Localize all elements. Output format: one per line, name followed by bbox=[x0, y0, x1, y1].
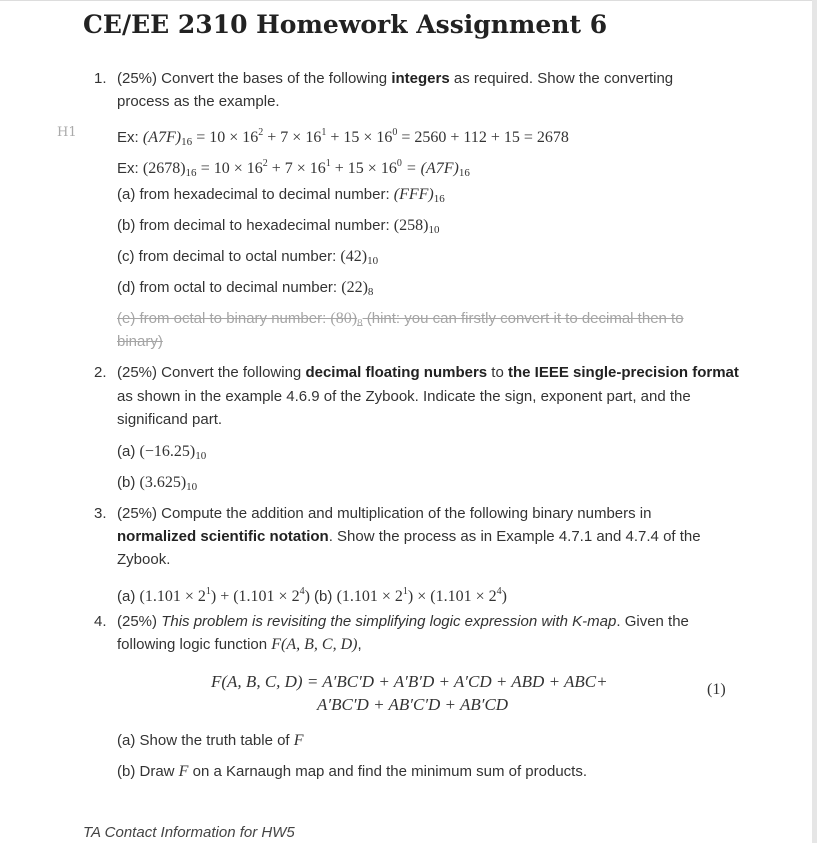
q2-number: 2. bbox=[94, 364, 107, 381]
q1-part-d: (d) from octal to decimal number: $(22)_8$ bbox=[117, 279, 374, 298]
q2-line2: as shown in the example 4.6.9 of the Zybook. Indicate the sign, exponent part, and the bbox=[117, 388, 691, 405]
q4-part-b: (b) Draw F on a Karnaugh map and find the minimum sum of products. bbox=[117, 763, 588, 780]
q2-line3: significand part. bbox=[117, 411, 223, 428]
q2-part-b: (b) $(3.625)_{10}$ bbox=[117, 474, 198, 493]
q1-example-1: Ex: $(A7F)_{16} = 10 \times 16^2 + 7 \times 16^1 + 15 \times 16^0 = 2560 + 112 + 15 = 2678$ bbox=[117, 127, 569, 148]
q3-number: 3. bbox=[94, 505, 107, 522]
q2-part-a: (a) $(-16.25)_{10}$ bbox=[117, 443, 207, 462]
q1-part-b: (b) from decimal to hexadecimal number: $(258)_{10}$ bbox=[117, 217, 440, 236]
equation-number: (1) bbox=[707, 681, 726, 698]
footer-ta-contact: TA Contact Information for HW5 bbox=[83, 824, 295, 841]
q4-line1: (25%) This problem is revisiting the simplifying logic expression with K-map. Given the bbox=[117, 613, 689, 630]
q4-number: 4. bbox=[94, 613, 107, 630]
q1-part-c: (c) from decimal to octal number: $(42)_{10}$ bbox=[117, 248, 379, 267]
q1-example-2: Ex: $(2678)_{16} = 10 \times 16^2 + 7 \times 16^1 + 15 \times 16^0 = (A7F)_{16}$ bbox=[117, 158, 470, 179]
page-top-border bbox=[0, 0, 817, 1]
page-right-border bbox=[812, 0, 817, 843]
equation-line2: A′BC′D + AB′C′D + AB′CD bbox=[317, 695, 509, 714]
q2-line1: (25%) Convert the following decimal floating numbers to the IEEE single-precision format bbox=[117, 364, 739, 381]
equation-line1: F(A, B, C, D) = A′BC′D + A′B′D + A′CD + ABD + ABC+ bbox=[211, 672, 608, 691]
q4-line2: following logic function F(A, B, C, D), bbox=[117, 636, 362, 653]
q1-number: 1. bbox=[94, 70, 107, 87]
q3-line2: normalized scientific notation. Show the process as in Example 4.7.1 and 4.7.4 of the bbox=[117, 528, 701, 545]
q3-parts: (a) $(1.101 \times 2^1) + (1.101 \times 2^4)$ (b) $(1.101 \times 2^1) \times (1.101 \times 2^4)$ bbox=[117, 586, 507, 605]
q1-intro-line2: process as the example. bbox=[117, 93, 280, 110]
q4-part-a: (a) Show the truth table of F bbox=[117, 732, 304, 749]
q1-part-a: (a) from hexadecimal to decimal number: $(FFF)_{16}$ bbox=[117, 186, 445, 205]
q3-line1: (25%) Compute the addition and multiplication of the following binary numbers in bbox=[117, 505, 652, 522]
q3-line3: Zybook. bbox=[117, 551, 171, 568]
q1-part-e-struck: (e) from octal to binary number: $(80)_8$ (hint: you can firstly convert it to decimal then to bbox=[117, 310, 684, 329]
page-title: CE/EE 2310 Homework Assignment 6 bbox=[83, 10, 608, 39]
q1-intro-line1: (25%) Convert the bases of the following integers as required. Show the converting bbox=[117, 70, 674, 87]
q1-part-e-line2: binary) bbox=[117, 333, 163, 350]
heading-level-marker: H1 bbox=[57, 125, 77, 140]
